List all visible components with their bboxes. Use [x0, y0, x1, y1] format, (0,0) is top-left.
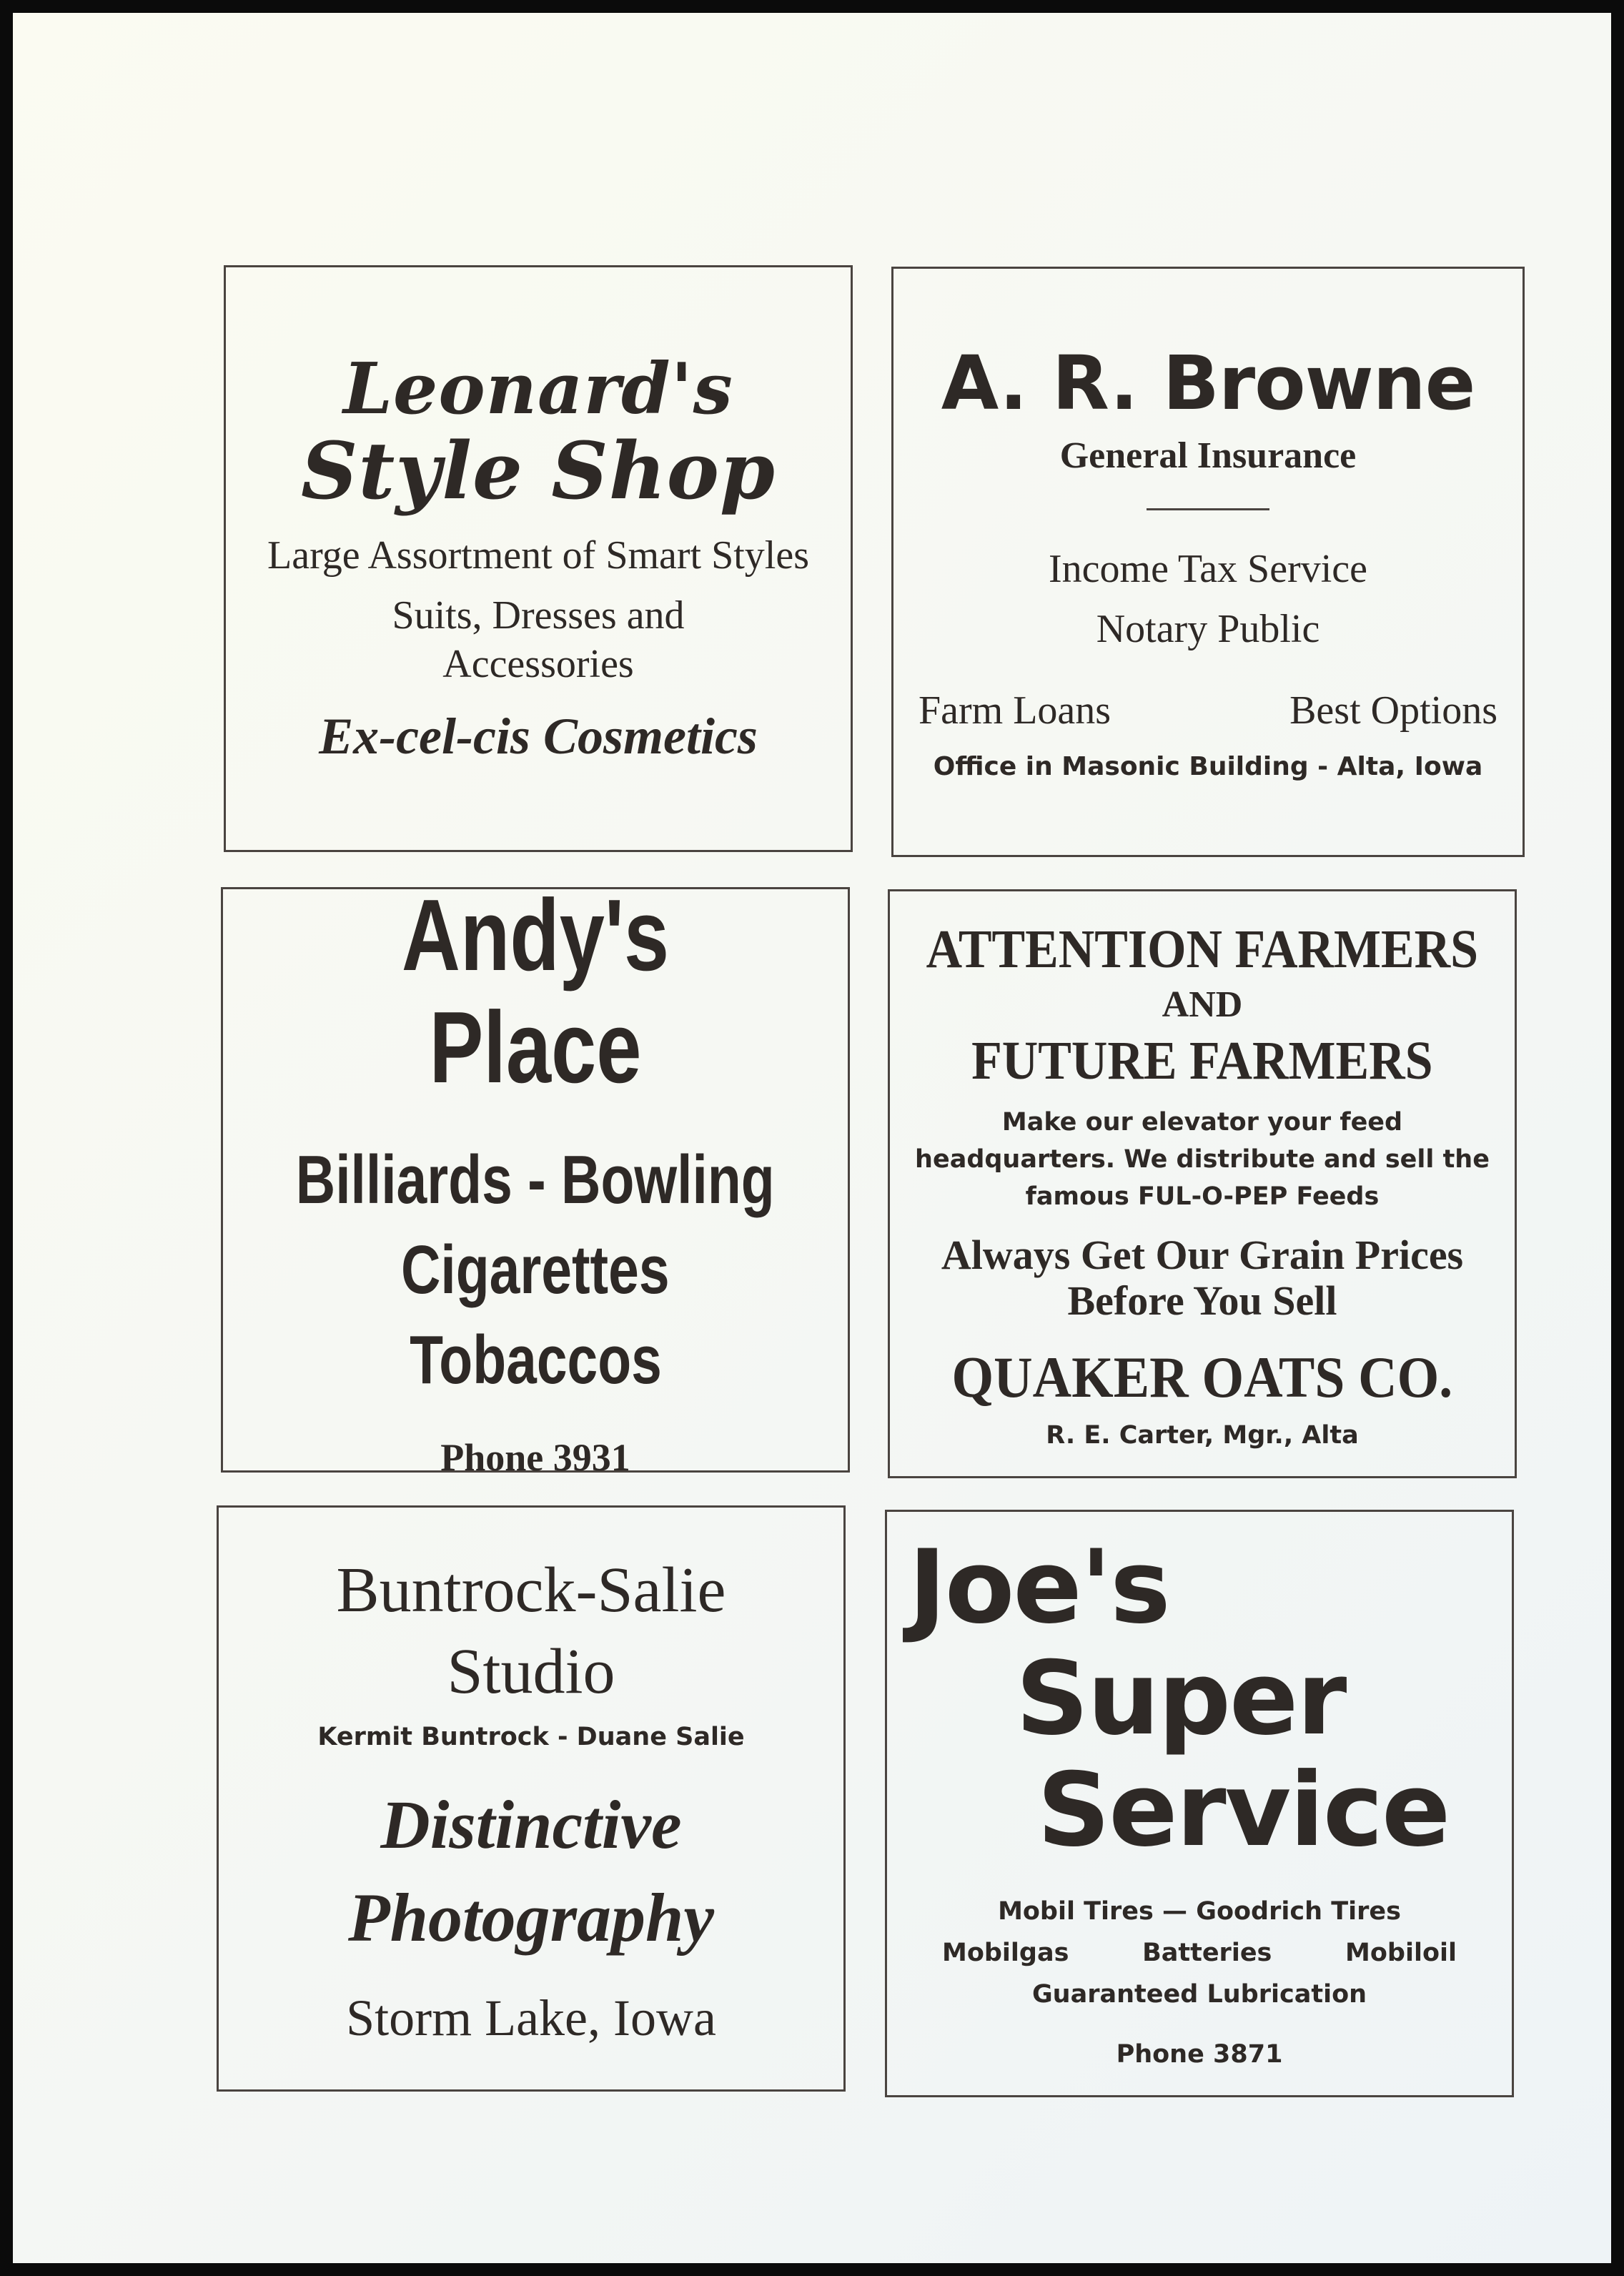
super-word: Super: [1016, 1640, 1346, 1758]
future-farmers-heading: FUTURE FARMERS: [971, 1031, 1433, 1091]
leonards-name: Leonard's: [343, 347, 733, 430]
distinctive-text: Distinctive: [380, 1786, 682, 1863]
assortment-text: Large Assortment of Smart Styles: [267, 533, 809, 578]
best-options-text: Best Options: [1289, 688, 1497, 733]
farm-loans-text: Farm Loans: [919, 688, 1111, 733]
style-shop-name: Style Shop: [301, 425, 776, 518]
browne-name: A. R. Browne: [941, 340, 1475, 427]
joes-phone: Phone 3871: [1116, 2040, 1283, 2069]
divider-rule: [1147, 508, 1269, 510]
cosmetics-text: Ex-cel-cis Cosmetics: [319, 708, 758, 766]
general-insurance-text: General Insurance: [1059, 435, 1357, 476]
studio-owners-text: Kermit Buntrock - Duane Salie: [317, 1722, 745, 1751]
notary-text: Notary Public: [1096, 606, 1320, 651]
tobaccos-text: Tobaccos: [409, 1321, 662, 1398]
billiards-text: Billiards - Bowling: [296, 1141, 775, 1218]
ad-joes-super-service: [885, 1510, 1514, 2097]
manager-text: R. E. Carter, Mgr., Alta: [1046, 1421, 1359, 1450]
elevator-text: Make our elevator your feed headquarters. We distribute and sell the famous FUL-O-PEP Feeds: [915, 1108, 1490, 1211]
studio-name-line1: Buntrock-Salie: [336, 1554, 726, 1626]
products-row: [942, 1932, 1457, 1974]
photography-text: Photography: [347, 1879, 715, 1956]
ad-ar-browne: [891, 267, 1525, 857]
studio-location: Storm Lake, Iowa: [346, 1989, 716, 2047]
yearbook-ad-page: [13, 13, 1611, 2263]
services-row: [919, 688, 1497, 733]
office-address-text: Office in Masonic Building - Alta, Iowa: [933, 751, 1483, 781]
attention-farmers-heading: ATTENTION FARMERS: [926, 919, 1479, 979]
grain-prices-text: Always Get Our Grain Prices Before You Sell: [941, 1232, 1464, 1324]
ad-buntrock-salie-studio: [217, 1505, 846, 2092]
mobilgas-text: Mobilgas: [942, 1939, 1069, 1967]
ad-quaker-oats: [888, 889, 1517, 1478]
service-word: Service: [1037, 1751, 1450, 1869]
lubrication-text: Guaranteed Lubrication: [1031, 1980, 1367, 2009]
tires-text: Mobil Tires — Goodrich Tires: [998, 1897, 1401, 1926]
batteries-text: Batteries: [1142, 1939, 1272, 1967]
studio-name-line2: Studio: [447, 1636, 615, 1707]
cigarettes-text: Cigarettes: [401, 1231, 670, 1308]
suits-text: Suits, Dresses and Accessories: [392, 593, 685, 687]
ad-leonards-style-shop: [224, 265, 853, 852]
andys-name: Andy's Place: [401, 879, 670, 1104]
mobiloil-text: Mobiloil: [1345, 1939, 1457, 1967]
ad-andys-place: [221, 879, 850, 1479]
and-text: AND: [1162, 984, 1243, 1025]
quaker-company-name: QUAKER OATS CO.: [951, 1345, 1453, 1410]
income-tax-text: Income Tax Service: [1049, 546, 1367, 591]
joes-word: Joe's: [908, 1528, 1169, 1646]
andys-phone: Phone 3931: [440, 1435, 630, 1479]
